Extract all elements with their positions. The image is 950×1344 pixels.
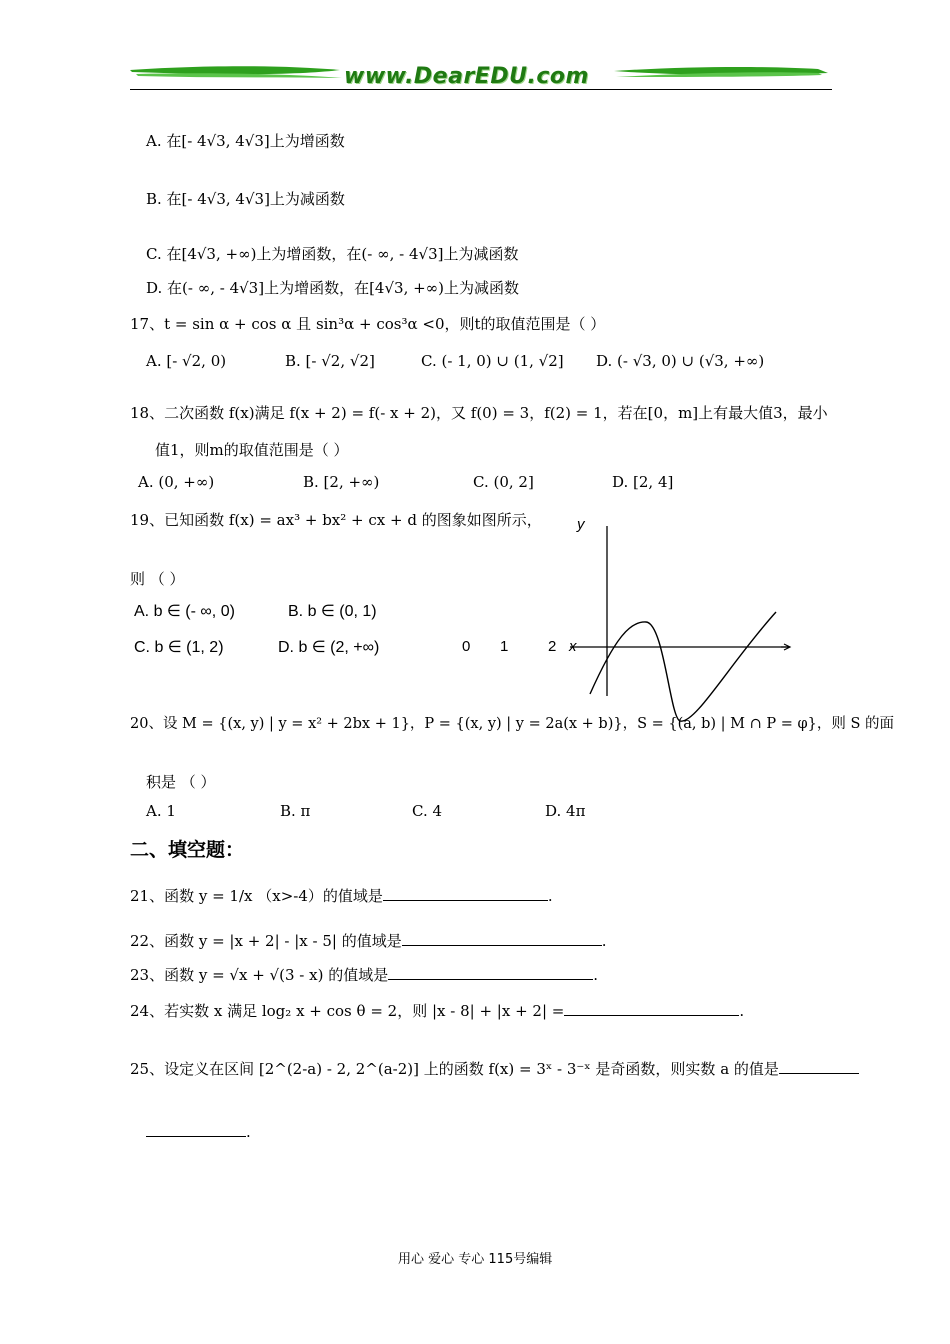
- q18-stem-line1: 18、二次函数 f(x)满足 f(x + 2) = f(- x + 2)，又 f(0) = 3，f(2) = 1，若在[0，m]上有最大值3，最小: [130, 404, 828, 422]
- q20-option-a: A. 1: [146, 802, 176, 820]
- q22-answer-blank[interactable]: [402, 931, 602, 946]
- section-fill-in-title: 二、填空题：: [130, 839, 245, 861]
- q16-option-a: A. 在[- 4√3, 4√3]上为增函数: [146, 132, 345, 150]
- q25-text: 25、设定义在区间 [2^(2-a) - 2, 2^(a-2)] 上的函数 f(x) = 3ˣ - 3⁻ˣ 是奇函数，则实数 a 的值是: [130, 1060, 779, 1078]
- q25-period: .: [246, 1123, 251, 1141]
- q17-option-a: A. [- √2, 0): [146, 352, 227, 370]
- q24-line: [130, 1000, 744, 1021]
- q25-answer-blank-part2[interactable]: [146, 1122, 246, 1137]
- q25-line: [130, 1058, 859, 1079]
- q24-answer-blank[interactable]: [564, 1001, 739, 1016]
- q18-option-b: B. [2, +∞): [303, 473, 380, 491]
- q21-period: .: [547, 887, 553, 905]
- q20-stem: 20、设 M = {(x, y) | y = x² + 2bx + 1}，P = {(x, y) | y = 2a(x + b)}，S = {(a, b) | M ∩ P = φ}，则 S 的面: [130, 716, 895, 732]
- q23-period: .: [593, 966, 598, 984]
- q18-option-c: C. (0, 2]: [473, 473, 534, 491]
- q23-line: [130, 964, 598, 985]
- q21-answer-blank[interactable]: [383, 886, 548, 901]
- q17-stem: 17、t = sin α + cos α 且 sin³α + cos³α <0，则t的取值范围是（ ）: [130, 315, 606, 333]
- q20-option-b: B. π: [280, 802, 311, 820]
- q17-option-b: B. [- √2, √2]: [285, 352, 375, 370]
- site-logo: www.DearEDU.com: [344, 64, 589, 89]
- q24-text: 24、若实数 x 满足 log₂ x + cos θ = 2，则 |x - 8| + |x + 2| =: [130, 1002, 565, 1020]
- q16-option-b: B. 在[- 4√3, 4√3]上为减函数: [146, 190, 345, 208]
- cubic-curve: [590, 612, 776, 721]
- graph-tick-2-label: 2: [548, 638, 557, 655]
- x-axis-arrow: [781, 644, 790, 650]
- q24-period: .: [739, 1002, 745, 1020]
- q16-option-c: C. 在[4√3, +∞)上为增函数，在(- ∞, - 4√3]上为减函数: [146, 245, 519, 263]
- graph-x-label: x: [569, 638, 577, 655]
- q19-stem: 19、已知函数 f(x) = ax³ + bx² + cx + d 的图象如图所示，: [130, 511, 542, 529]
- q23-answer-blank[interactable]: [388, 965, 593, 980]
- q19-option-b: B. b ∈ (0, 1): [288, 603, 377, 620]
- q22-text: 22、函数 y = |x + 2| - |x - 5| 的值域是: [130, 932, 402, 950]
- q19-option-a: A. b ∈ (- ∞, 0): [134, 603, 235, 620]
- q25-answer-blank-part1[interactable]: [779, 1059, 859, 1074]
- q19-then: 则 （ ）: [130, 570, 185, 588]
- q18-stem-line2: 值1，则m的取值范围是（ ）: [155, 441, 349, 459]
- q20-option-c: C. 4: [412, 802, 443, 820]
- q16-option-d: D. 在(- ∞, - 4√3]上为增函数，在[4√3, +∞)上为减函数: [146, 279, 520, 297]
- q22-line: [130, 930, 607, 951]
- q25-line2: [146, 1122, 251, 1141]
- cubic-graph-figure: [560, 518, 800, 728]
- q23-text: 23、函数 y = √x + √(3 - x) 的值域是: [130, 966, 389, 984]
- q21-line: [130, 885, 553, 906]
- q18-option-a: A. (0, +∞): [138, 473, 215, 491]
- q19-option-c: C. b ∈ (1, 2): [134, 639, 224, 656]
- header-rule: [130, 89, 832, 90]
- graph-y-label: y: [577, 516, 585, 533]
- q20-option-d: D. 4π: [545, 802, 586, 820]
- q18-option-d: D. [2, 4]: [612, 473, 674, 491]
- page-footer: 用心 爱心 专心 115号编辑: [398, 1252, 553, 1267]
- q19-option-d: D. b ∈ (2, +∞): [278, 639, 380, 656]
- graph-tick-1-label: 1: [500, 638, 509, 655]
- graph-origin-label: 0: [462, 638, 471, 655]
- q21-text: 21、函数 y = 1/x （x>-4）的值域是: [130, 887, 383, 905]
- q20-stem-line2: 积是 （ ）: [146, 773, 216, 791]
- q22-period: .: [601, 932, 607, 950]
- q17-option-c: C. (- 1, 0) ∪ (1, √2]: [421, 352, 564, 370]
- q17-option-d: D. (- √3, 0) ∪ (√3, +∞): [596, 352, 765, 370]
